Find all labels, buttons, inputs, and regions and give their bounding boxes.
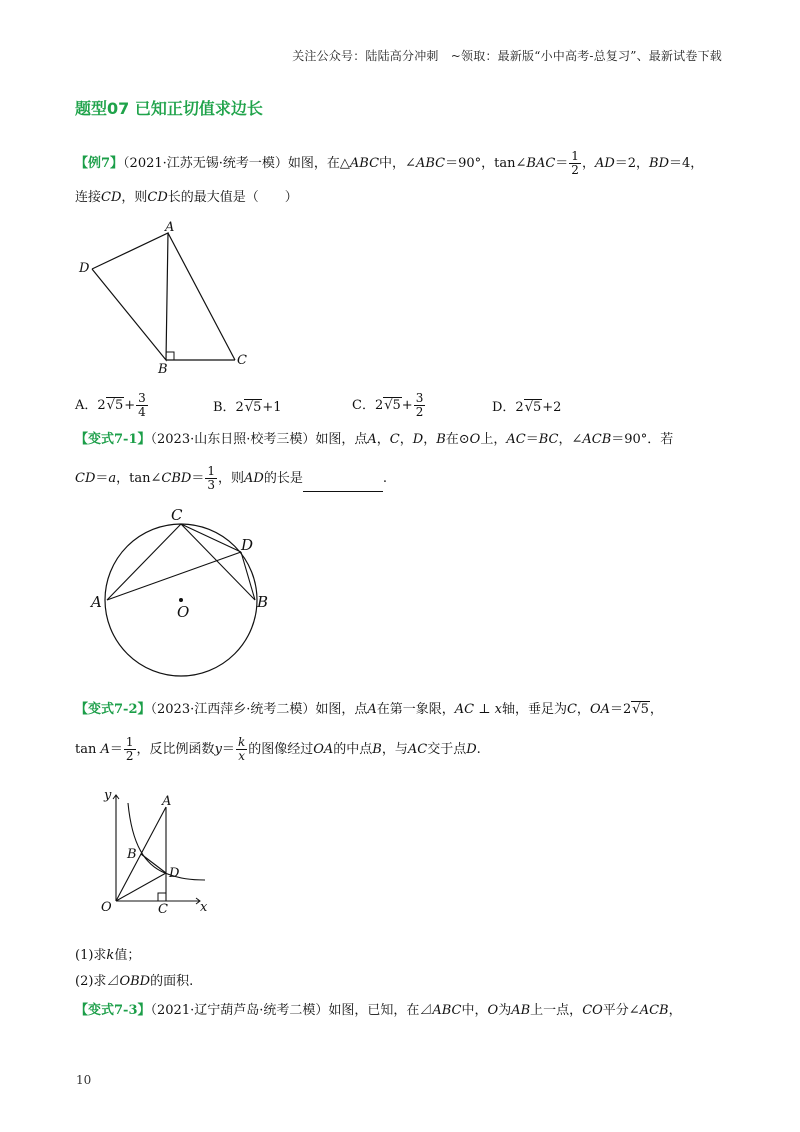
variant-7-1-line-2: CD＝a，tan∠CBD＝ $\frac{1}{3}$ ，则AD的长是 . (75, 464, 387, 492)
label-c: C (171, 506, 183, 524)
segment-ad (107, 552, 241, 600)
option-a[interactable]: A．2√5+ $\frac{3}{4}$ (75, 391, 146, 419)
fraction-one-half: $\frac{1}{2}$ (571, 149, 579, 177)
figure-lines-dab (92, 233, 168, 360)
segment-ac (168, 233, 235, 360)
page-header: 关注公众号：陆陆高分冲刺 ~领取：最新版“小中高考-总复习”、最新试卷下载 (292, 49, 722, 63)
variant-7-3-line-1: 【变式7-3】（2021·辽宁葫芦岛·统考二模）如图，已知，在⊿ABC中，O为AB上一点，CO平分∠ACB， (75, 1003, 682, 1018)
label-c: C (237, 353, 247, 368)
label-o: O (101, 900, 112, 915)
label-d: D (169, 866, 180, 881)
label-b: B (127, 847, 137, 862)
example-7-line-1: 【例7】（2021·江苏无锡·统考一模）如图，在△ABC中，∠ABC＝90°，tan∠BAC＝ $\frac{1}{2}$ ，AD＝2，BD＝4， (75, 149, 704, 177)
question-2: (2)求⊿OBD的面积. (75, 974, 194, 989)
label-d: D (241, 536, 254, 554)
right-angle-mark (166, 352, 174, 360)
right-angle-mark (158, 893, 166, 901)
label-d: D (79, 261, 90, 276)
label-a: A (91, 593, 102, 611)
example-7-tag: 【例7】 (75, 156, 124, 171)
variant-7-1-line-1: 【变式7-1】（2023·山东日照·校考三模）如图，点A，C，D，B在⊙O上，AC＝BC，∠ACB＝90°．若 (75, 432, 674, 447)
label-b: B (158, 362, 168, 377)
label-o: O (177, 603, 190, 621)
label-a: A (162, 794, 172, 809)
variant-7-2-figure (90, 785, 220, 920)
label-b: B (257, 593, 269, 611)
question-1: (1)求k值； (75, 948, 141, 963)
variant-7-1-figure (85, 500, 285, 680)
label-c: C (158, 902, 168, 917)
section-title: 题型07 已知正切值求边长 (75, 99, 263, 118)
option-b[interactable]: B．2√5+1 (213, 400, 282, 415)
option-c[interactable]: C．2√5+ $\frac{3}{2}$ (352, 391, 424, 419)
example-7-line-2: 连接CD，则CD长的最大值是（ ） (75, 190, 298, 205)
option-d[interactable]: D．2√5+2 (492, 400, 562, 415)
segment-ac (107, 524, 181, 600)
label-y: y (104, 788, 112, 803)
center-dot (179, 598, 183, 602)
sqrt-icon: √5 (106, 398, 124, 413)
segment-cd (181, 524, 241, 552)
example-7-figure (70, 218, 260, 378)
sqrt-icon: √5 (384, 398, 401, 413)
page-number: 10 (76, 1073, 92, 1087)
variant-7-2-line-1: 【变式7-2】（2023·江西萍乡·统考二模）如图，点A在第一象限，AC ⊥ x轴，垂足为C，OA＝2√5， (75, 702, 663, 717)
answer-blank[interactable] (303, 477, 383, 492)
sqrt-icon: √5 (632, 702, 649, 717)
sqrt-icon: √5 (524, 400, 542, 415)
segment-bd (141, 854, 166, 873)
variant-7-2-line-2: tan A＝ $\frac{1}{2}$ ，反比例函数y＝ $\frac{k}{x}$ 的图像经过OA的中点B，与AC交于点D. (75, 735, 481, 763)
label-x: x (200, 900, 208, 915)
label-a: A (165, 220, 175, 235)
sqrt-icon: √5 (244, 400, 262, 415)
